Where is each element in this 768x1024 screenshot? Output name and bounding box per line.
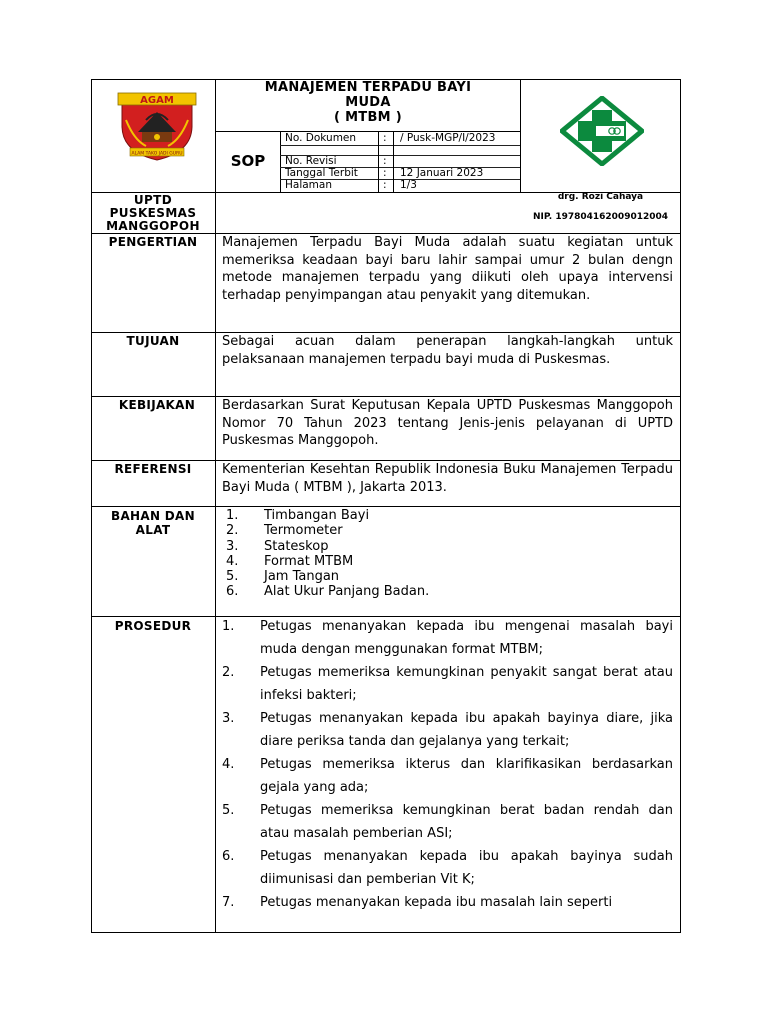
list-item-text: Petugas memeriksa ikterus dan klarifikasikan berdasarkan gejala yang ada;: [260, 757, 673, 795]
list-item: [222, 753, 673, 799]
list-item-num: 4.: [226, 553, 239, 569]
list-item-text: Stateskop: [264, 538, 329, 554]
list-item: [226, 508, 673, 523]
list-item-num: 1.: [226, 508, 239, 523]
org-line-1: UPTD: [133, 193, 173, 207]
list-item-text: Jam Tangan: [264, 569, 340, 585]
title-line-3: ( MTBM ): [334, 110, 402, 125]
puskesmas-logo: [560, 96, 644, 166]
meta-halaman-label: Halaman: [285, 179, 332, 191]
list-item-num: 2.: [226, 523, 239, 539]
list-item: [226, 523, 673, 538]
agam-logo: [116, 90, 198, 162]
list-item-num: 3.: [222, 711, 235, 726]
label-bahan-alat: [92, 509, 214, 537]
list-item: [222, 799, 673, 845]
list-item-text: Petugas memeriksa kemungkinan penyakit sangat berat atau infeksi bakteri;: [260, 665, 673, 703]
title-line-2: MUDA: [345, 95, 391, 110]
list-item-text: Petugas menanyakan kepada ibu apakah bayinya diare, jika diare periksa tanda dan gejalanya yang terkait;: [260, 711, 673, 749]
label-tujuan: TUJUAN: [126, 334, 180, 348]
meta-tanggal-value: 12 Januari 2023: [400, 167, 484, 179]
meta-no-dokumen-label: No. Dokumen: [285, 132, 357, 144]
list-item: [226, 584, 673, 599]
list-item-text: Alat Ukur Panjang Badan.: [264, 584, 430, 600]
signer-name: drg. Rozi Cahaya: [557, 192, 644, 202]
list-item-num: 1.: [222, 619, 235, 634]
agam-banner-text: AGAM: [140, 95, 174, 106]
meta-no-dokumen-value: / Pusk-MGP/I/2023: [400, 132, 496, 144]
meta-tanggal-label: Tanggal Terbit: [285, 167, 358, 179]
document-title: [216, 80, 520, 125]
label-kebijakan: KEBIJAKAN: [118, 398, 196, 412]
list-item-num: 5.: [222, 803, 235, 818]
list-item: [222, 615, 673, 661]
list-item-text: Timbangan Bayi: [264, 508, 370, 523]
agam-motto-text: ALAM TAKO JADI GURU: [131, 151, 183, 157]
list-item-text: Petugas menanyakan kepada ibu mengenai masalah bayi muda dengan menggunakan format MTBM;: [260, 619, 673, 657]
list-item: [226, 539, 673, 554]
text-pengertian: Manajemen Terpadu Bayi Muda adalah suatu kegiatan untuk memeriksa keadaan bayi baru lahir sampai umur 2 bulan dengn metode manajemen terpadu yang diikuti oleh upaya intervensi terhadap penyimpangan atau penyakit yang ditemukan.: [222, 235, 673, 303]
list-item-text: Petugas menanyakan kepada ibu apakah bayinya sudah diimunisasi dan pemberian Vit K;: [260, 849, 673, 887]
list-item-text: Format MTBM: [264, 553, 354, 569]
sop-label: SOP: [230, 152, 266, 170]
list-item-num: 4.: [222, 757, 235, 772]
org-line-3: MANGGOPOH: [106, 219, 200, 233]
meta-halaman-sep: :: [383, 179, 387, 191]
list-item: [222, 707, 673, 753]
meta-tanggal-sep: :: [383, 167, 387, 179]
text-referensi: Kementerian Kesehtan Republik Indonesia Buku Manajemen Terpadu Bayi Muda ( MTBM ), Jakarta 2013.: [222, 462, 673, 495]
meta-no-dokumen-sep: :: [383, 132, 387, 144]
label-referensi: REFERENSI: [114, 462, 192, 476]
list-item-num: 7.: [222, 895, 235, 910]
org-name: [92, 194, 214, 233]
title-line-1: MANAJEMEN TERPADU BAYI: [264, 80, 472, 95]
label-bahan-line-2: ALAT: [135, 523, 171, 537]
list-item-num: 5.: [226, 569, 239, 585]
list-item-text: Petugas memeriksa kemungkinan berat badan rendah dan atau masalah pemberian ASI;: [260, 803, 673, 841]
list-item-num: 6.: [222, 849, 235, 864]
label-pengertian: PENGERTIAN: [108, 235, 198, 249]
bahan-list: [226, 508, 673, 600]
meta-halaman-value: 1/3: [400, 179, 417, 191]
org-line-2: PUSKESMAS: [109, 206, 197, 220]
meta-no-revisi-sep: :: [383, 155, 387, 167]
list-item: [222, 891, 673, 914]
prosedur-list: [222, 615, 673, 914]
meta-no-revisi-label: No. Revisi: [285, 155, 337, 167]
list-item-num: 2.: [222, 665, 235, 680]
list-item-text: Termometer: [264, 523, 343, 539]
list-item-num: 6.: [226, 584, 239, 600]
list-item-num: 3.: [226, 538, 239, 554]
list-item-text: Petugas menanyakan kepada ibu masalah lain seperti: [260, 895, 613, 910]
list-item: [226, 569, 673, 584]
signer-nip: NIP. 197804162009012004: [532, 212, 669, 222]
label-prosedur: PROSEDUR: [114, 619, 192, 633]
text-kebijakan: Berdasarkan Surat Keputusan Kepala UPTD Puskesmas Manggopoh Nomor 70 Tahun 2023 tentang Jenis-jenis pelayanan di UPTD Puskesmas Manggopoh.: [222, 398, 673, 448]
label-bahan-line-1: BAHAN DAN: [111, 509, 195, 523]
list-item: [226, 554, 673, 569]
list-item: [222, 661, 673, 707]
text-tujuan: Sebagai acuan dalam penerapan langkah-langkah untuk pelaksanaan manajemen terpadu bayi muda di Puskesmas.: [222, 334, 673, 367]
list-item: [222, 845, 673, 891]
